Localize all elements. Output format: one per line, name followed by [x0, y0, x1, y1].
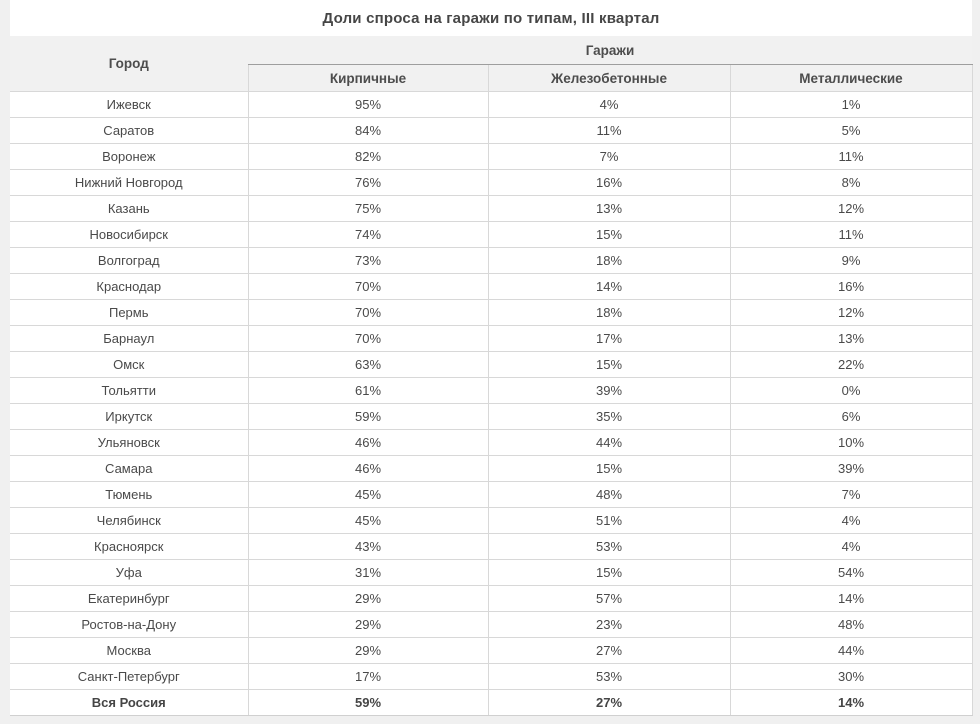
table-header: [10, 36, 972, 92]
value-cell: 75%: [248, 196, 488, 222]
city-cell: Тюмень: [10, 482, 248, 508]
value-cell: 23%: [488, 612, 730, 638]
value-cell: 39%: [488, 378, 730, 404]
value-cell: 31%: [248, 560, 488, 586]
value-cell: 45%: [248, 508, 488, 534]
value-cell: 4%: [488, 92, 730, 118]
value-cell: 48%: [730, 612, 972, 638]
col-group-header-garages: Гаражи: [248, 36, 972, 65]
city-cell: Екатеринбург: [10, 586, 248, 612]
table-row: [10, 560, 972, 586]
table-row: [10, 274, 972, 300]
col-header-concrete: Железобетонные: [488, 65, 730, 92]
table-body: [10, 92, 972, 716]
value-cell: 48%: [488, 482, 730, 508]
value-cell: 53%: [488, 534, 730, 560]
city-cell: Самара: [10, 456, 248, 482]
table-row: [10, 326, 972, 352]
value-cell: 39%: [730, 456, 972, 482]
value-cell: 61%: [248, 378, 488, 404]
value-cell: 15%: [488, 352, 730, 378]
value-cell: 5%: [730, 118, 972, 144]
page-title: Доли спроса на гаражи по типам, III квартал: [322, 9, 660, 27]
city-cell: Ростов-на-Дону: [10, 612, 248, 638]
table-row: [10, 404, 972, 430]
table-row: [10, 638, 972, 664]
table-row: [10, 612, 972, 638]
value-cell: 11%: [730, 222, 972, 248]
value-cell: 7%: [730, 482, 972, 508]
value-cell: 82%: [248, 144, 488, 170]
value-cell: 74%: [248, 222, 488, 248]
value-cell: 1%: [730, 92, 972, 118]
value-cell: 84%: [248, 118, 488, 144]
value-cell: 12%: [730, 196, 972, 222]
total-row: [10, 690, 972, 716]
value-cell: 59%: [248, 690, 488, 716]
value-cell: 4%: [730, 508, 972, 534]
value-cell: 30%: [730, 664, 972, 690]
city-cell: Санкт-Петербург: [10, 664, 248, 690]
value-cell: 11%: [730, 144, 972, 170]
city-cell: Ульяновск: [10, 430, 248, 456]
value-cell: 29%: [248, 638, 488, 664]
city-cell: Краснодар: [10, 274, 248, 300]
value-cell: 63%: [248, 352, 488, 378]
value-cell: 70%: [248, 274, 488, 300]
value-cell: 59%: [248, 404, 488, 430]
header-group-row: [10, 36, 972, 65]
value-cell: 16%: [730, 274, 972, 300]
value-cell: 70%: [248, 300, 488, 326]
value-cell: 18%: [488, 300, 730, 326]
table-row: [10, 482, 972, 508]
value-cell: 29%: [248, 586, 488, 612]
table-row: [10, 248, 972, 274]
city-cell: Иркутск: [10, 404, 248, 430]
table-row: [10, 352, 972, 378]
value-cell: 13%: [730, 326, 972, 352]
value-cell: 43%: [248, 534, 488, 560]
table-row: [10, 664, 972, 690]
city-cell: Пермь: [10, 300, 248, 326]
value-cell: 14%: [488, 274, 730, 300]
value-cell: 57%: [488, 586, 730, 612]
table-row: [10, 456, 972, 482]
value-cell: 6%: [730, 404, 972, 430]
table-row: [10, 222, 972, 248]
table-row: [10, 586, 972, 612]
city-cell: Воронеж: [10, 144, 248, 170]
table-row: [10, 378, 972, 404]
table-row: [10, 430, 972, 456]
table-row: [10, 534, 972, 560]
value-cell: 18%: [488, 248, 730, 274]
value-cell: 54%: [730, 560, 972, 586]
city-cell: Барнаул: [10, 326, 248, 352]
value-cell: 17%: [488, 326, 730, 352]
city-cell: Челябинск: [10, 508, 248, 534]
city-cell: Казань: [10, 196, 248, 222]
city-cell: Нижний Новгород: [10, 170, 248, 196]
table-row: [10, 300, 972, 326]
value-cell: 15%: [488, 456, 730, 482]
value-cell: 46%: [248, 456, 488, 482]
city-cell: Красноярск: [10, 534, 248, 560]
col-header-metal: Металлические: [730, 65, 972, 92]
value-cell: 95%: [248, 92, 488, 118]
value-cell: 46%: [248, 430, 488, 456]
value-cell: 35%: [488, 404, 730, 430]
city-cell: Тольятти: [10, 378, 248, 404]
value-cell: 12%: [730, 300, 972, 326]
value-cell: 17%: [248, 664, 488, 690]
value-cell: 70%: [248, 326, 488, 352]
value-cell: 29%: [248, 612, 488, 638]
city-cell: Волгоград: [10, 248, 248, 274]
table-row: [10, 144, 972, 170]
value-cell: 45%: [248, 482, 488, 508]
value-cell: 73%: [248, 248, 488, 274]
value-cell: 7%: [488, 144, 730, 170]
value-cell: 13%: [488, 196, 730, 222]
value-cell: 0%: [730, 378, 972, 404]
value-cell: 27%: [488, 690, 730, 716]
title-bar: [10, 0, 972, 36]
col-header-brick: Кирпичные: [248, 65, 488, 92]
city-cell: Москва: [10, 638, 248, 664]
value-cell: 14%: [730, 586, 972, 612]
value-cell: 53%: [488, 664, 730, 690]
value-cell: 27%: [488, 638, 730, 664]
value-cell: 9%: [730, 248, 972, 274]
city-cell: Омск: [10, 352, 248, 378]
value-cell: 4%: [730, 534, 972, 560]
value-cell: 15%: [488, 560, 730, 586]
city-cell: Ижевск: [10, 92, 248, 118]
table-row: [10, 508, 972, 534]
value-cell: 44%: [730, 638, 972, 664]
value-cell: 51%: [488, 508, 730, 534]
table-row: [10, 170, 972, 196]
value-cell: 16%: [488, 170, 730, 196]
city-cell: Новосибирск: [10, 222, 248, 248]
value-cell: 15%: [488, 222, 730, 248]
table-row: [10, 92, 972, 118]
demand-table: [10, 36, 973, 716]
table-row: [10, 196, 972, 222]
value-cell: 14%: [730, 690, 972, 716]
value-cell: 44%: [488, 430, 730, 456]
table-row: [10, 118, 972, 144]
value-cell: 10%: [730, 430, 972, 456]
city-cell: Уфа: [10, 560, 248, 586]
city-cell: Саратов: [10, 118, 248, 144]
value-cell: 11%: [488, 118, 730, 144]
city-cell: Вся Россия: [10, 690, 248, 716]
value-cell: 76%: [248, 170, 488, 196]
value-cell: 22%: [730, 352, 972, 378]
value-cell: 8%: [730, 170, 972, 196]
col-header-city: Город: [10, 36, 248, 92]
